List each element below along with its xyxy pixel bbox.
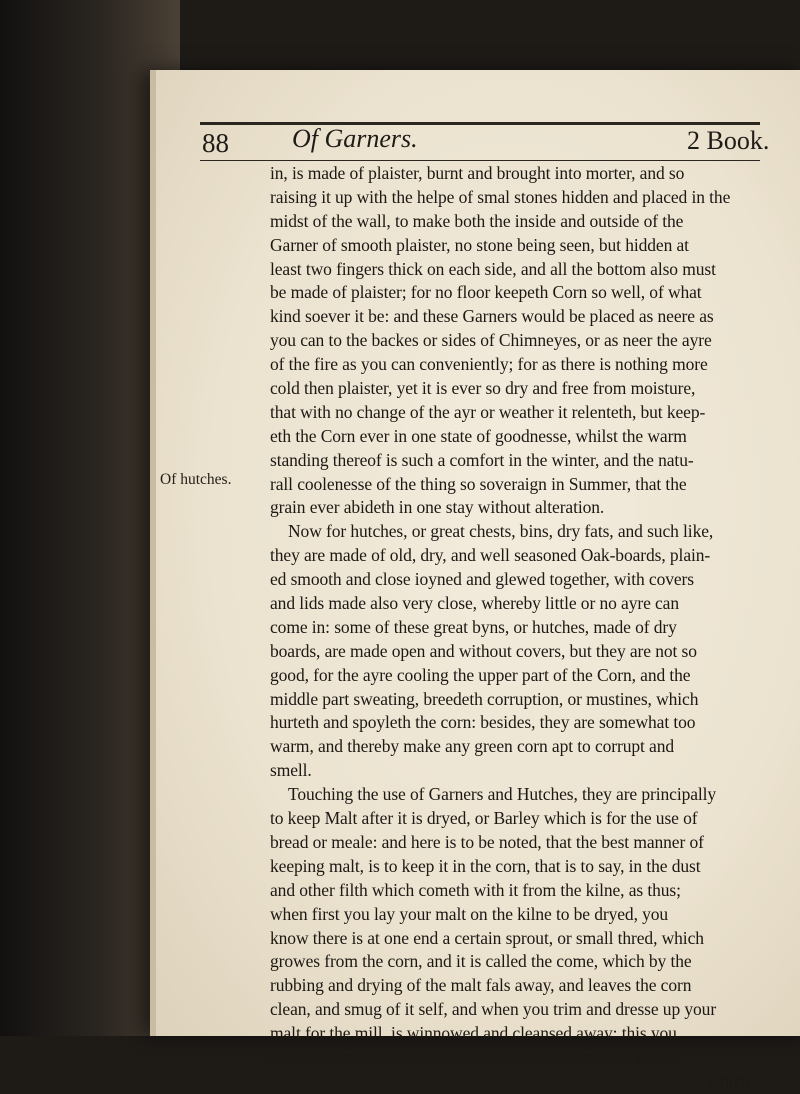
text-line: middle part sweating, breedeth corruption, or mustines, which <box>270 688 699 709</box>
text-line: know there is at one end a certain sprout, or small thred, which <box>270 927 704 948</box>
text-line: rall coolenesse of the thing so soveraign in Summer, that the <box>270 473 687 494</box>
paragraph-start-line: Touching the use of Garners and Hutches, they are principally <box>288 784 717 805</box>
text-line: be made of plaister; for no floor keepeth Corn so well, of what <box>270 282 702 303</box>
text-line: shall preserve and put altogether into your Garner or hutch, <box>270 1046 680 1067</box>
text-line: cold then plaister, yet it is ever so dry and free from moisture, <box>270 378 696 399</box>
running-title: Of Garners. <box>292 124 418 153</box>
catchword: which <box>707 1070 750 1091</box>
text-line: kind soever it be: and these Garners would be placed as neere as <box>270 306 714 327</box>
text-line: they are made of old, dry, and well seasoned Oak-boards, plain- <box>270 545 711 566</box>
text-line: hurteth and spoyleth the corn: besides, they are somewhat too <box>270 712 696 733</box>
text-line: eth the Corn ever in one state of goodnesse, whilst the warm <box>270 425 687 446</box>
page-number: 88 <box>202 128 229 158</box>
text-line: raising it up with the helpe of smal stones hidden and placed in the <box>270 186 731 207</box>
text-line: ed smooth and close ioyned and glewed together, with covers <box>270 569 694 590</box>
text-line: keeping malt, is to keep it in the corn, that is to say, in the dust <box>270 855 701 876</box>
book-label: 2 Book. <box>687 126 770 155</box>
text-line: and lids made also very close, whereby little or no ayre can <box>270 593 679 614</box>
text-line: good, for the ayre cooling the upper part of the Corn, and the <box>270 664 691 685</box>
header-rule <box>200 122 760 125</box>
text-line: that with no change of the ayr or weather it relenteth, but keep- <box>270 401 706 422</box>
text-line: least two fingers thick on each side, and all the bottom also must <box>270 258 716 279</box>
text-line: when first you lay your malt on the kilne to be dryed, you <box>270 903 669 924</box>
text-line: in, is made of plaister, burnt and brought into morter, and so <box>270 163 685 183</box>
text-line: smell. <box>270 760 312 781</box>
text-line: midst of the wall, to make both the inside and outside of the <box>270 210 684 231</box>
text-line: Garner of smooth plaister, no stone being seen, but hidden at <box>270 234 689 255</box>
text-line: boards, are made open and without covers, but they are not so <box>270 640 697 661</box>
text-line: bread or meale: and here is to be noted, that the best manner of <box>270 831 704 852</box>
text-line: standing thereof is such a comfort in the winter, and the natu- <box>270 449 694 470</box>
text-line: you can to the backes or sides of Chimneyes, or as neer the ayre <box>270 330 712 351</box>
text-line: clean, and smug of it self, and when you trim and dresse up your <box>270 999 717 1020</box>
text-line: come in: some of these great byns, or hutches, made of dry <box>270 616 677 637</box>
text-line: warm, and thereby make any green corn apt to corrupt and <box>270 736 675 757</box>
text-line: malt for the mill, is winnowed and cleansed away: this you <box>270 1023 677 1044</box>
text-line: grain ever abideth in one stay without alteration. <box>270 497 605 518</box>
text-line: of the fire as you can conveniently; for as there is nothing more <box>270 354 708 375</box>
text-line: to keep Malt after it is dryed, or Barley which is for the use of <box>270 808 698 829</box>
margin-note: Of hutches. <box>160 471 232 488</box>
header-underline <box>200 160 760 161</box>
text-line: rubbing and drying of the malt fals away, and leaves the corn <box>270 975 692 996</box>
paragraph-start-line: Now for hutches, or great chests, bins, dry fats, and such like, <box>288 521 714 542</box>
text-line: and other filth which cometh with it from the kilne, as thus; <box>270 879 681 900</box>
text-line: growes from the corn, and it is called the come, which by the <box>270 951 692 972</box>
body-text <box>270 162 790 1094</box>
